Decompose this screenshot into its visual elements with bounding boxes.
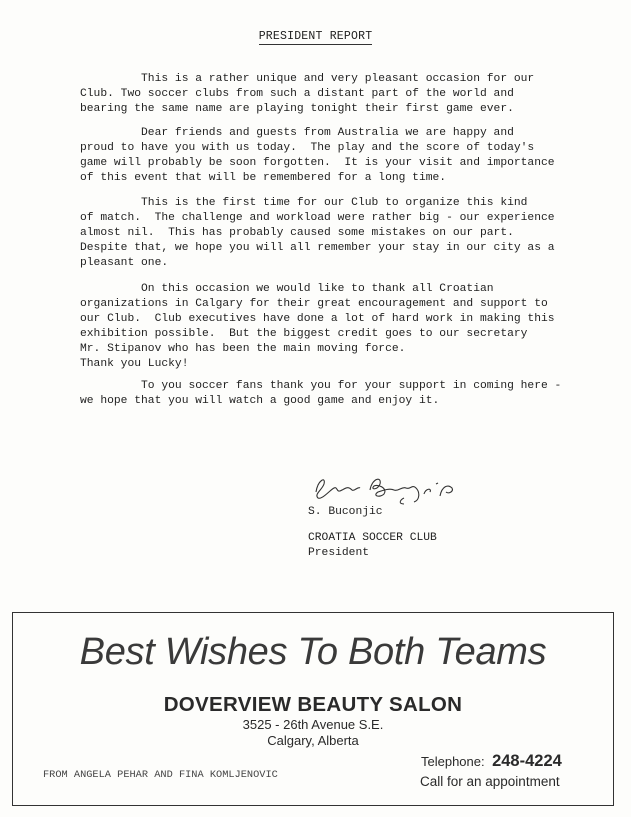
signer-organization: CROATIA SOCCER CLUB: [308, 532, 437, 544]
text-line: Mr. Stipanov who has been the main moving force.: [80, 343, 406, 355]
text-line: Club. Two soccer clubs from such a distant part of the world and: [80, 88, 514, 100]
text-line: of match. The challenge and workload were rather big - our experience: [80, 212, 555, 224]
text-line: game will probably be soon forgotten. It is your visit and importance: [80, 157, 555, 169]
text-line: of this event that will be remembered for a long time.: [80, 172, 447, 184]
text-line: exhibition possible. But the biggest credit goes to our secretary: [80, 328, 528, 340]
text-line: On this occasion we would like to thank all Croatian: [80, 283, 494, 295]
signer-name: S. Buconjic: [308, 506, 383, 518]
text-line: To you soccer fans thank you for your support in coming here -: [80, 380, 562, 392]
ad-sponsor-line: FROM ANGELA PEHAR AND FINA KOMLJENOVIC: [43, 769, 278, 781]
paragraph-3: [80, 196, 580, 271]
text-line: we hope that you will watch a good game and enjoy it.: [80, 395, 440, 407]
salon-name: DOVERVIEW BEAUTY SALON: [163, 693, 463, 716]
text-line: proud to have you with us today. The play and the score of today's: [80, 142, 535, 154]
phone-label: Telephone:: [421, 754, 485, 769]
signer-role: President: [308, 547, 370, 559]
salon-address-city: Calgary, Alberta: [267, 733, 359, 748]
paragraph-2: [80, 126, 580, 186]
text-line: Thank you Lucky!: [80, 358, 189, 370]
paragraph-4: [80, 282, 580, 372]
advertisement-box: [12, 612, 614, 806]
handwritten-signature: [308, 470, 478, 506]
text-line: pleasant one.: [80, 257, 169, 269]
text-line: Despite that, we hope you will all remember your stay in our city as a: [80, 242, 555, 254]
text-line: This is a rather unique and very pleasant occasion for our: [80, 73, 535, 85]
text-line: organizations in Calgary for their great encouragement and support to: [80, 298, 548, 310]
paragraph-1: [80, 72, 580, 117]
text-line: almost nil. This has probably caused some mistakes on our part.: [80, 227, 514, 239]
paragraph-5: [80, 379, 580, 409]
phone-number: 248-4224: [492, 752, 562, 770]
salon-phone: [421, 752, 562, 771]
text-line: This is the first time for our Club to organize this kind: [80, 197, 528, 209]
call-for-appointment: Call for an appointment: [420, 774, 560, 789]
salon-address-street: 3525 - 26th Avenue S.E.: [242, 717, 384, 732]
text-line: Dear friends and guests from Australia we are happy and: [80, 127, 514, 139]
ad-headline: Best Wishes To Both Teams: [79, 631, 547, 673]
text-line: our Club. Club executives have done a lot of hard work in making this: [80, 313, 555, 325]
text-line: bearing the same name are playing tonight their first game ever.: [80, 103, 514, 115]
report-title: PRESIDENT REPORT: [258, 30, 373, 43]
